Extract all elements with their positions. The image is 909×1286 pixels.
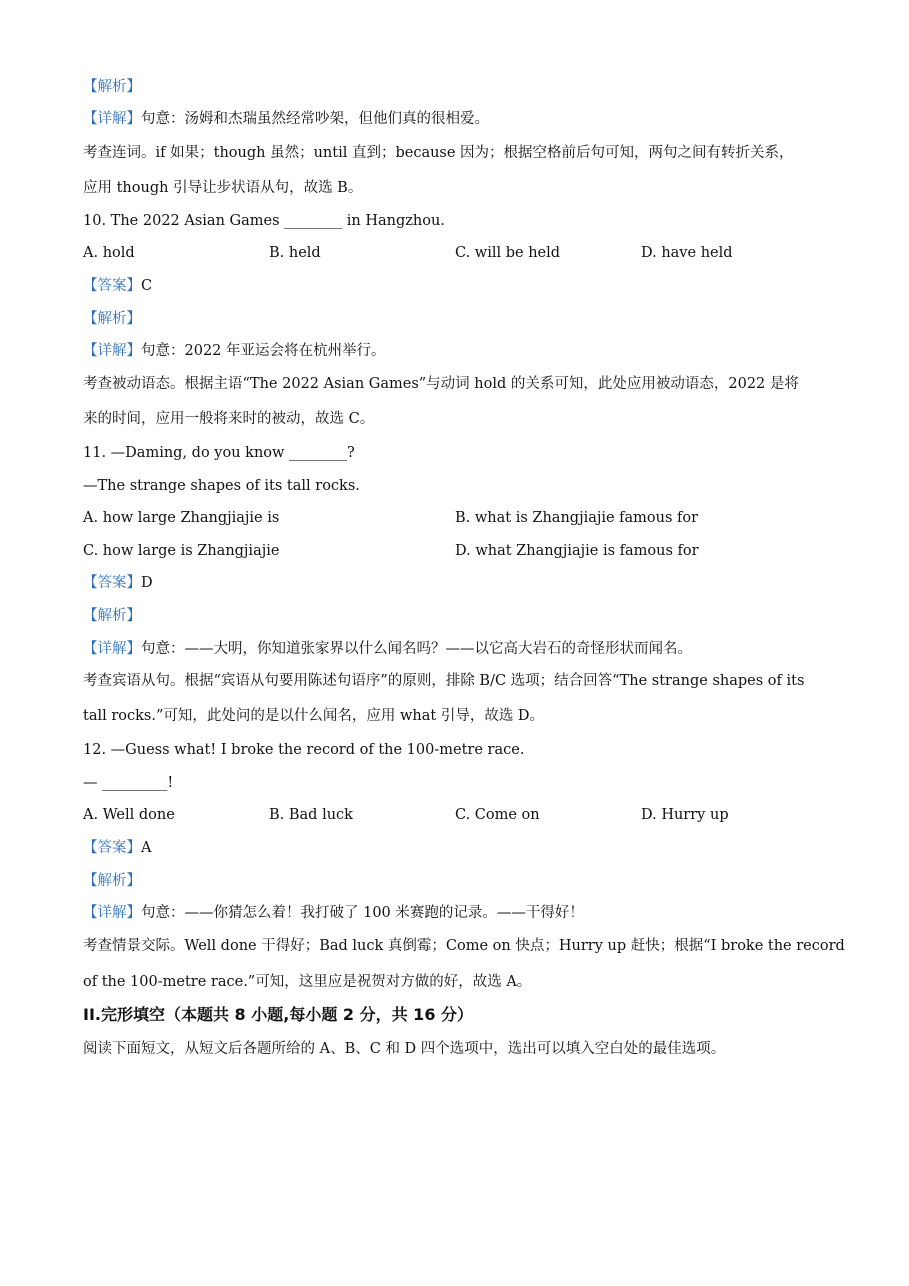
q12-option-c: C. Come on bbox=[455, 807, 540, 823]
q10-answer bbox=[83, 276, 152, 296]
q12-question: 12. —Guess what! I broke the record of the 100-metre race. bbox=[83, 742, 525, 758]
q12-answer-value: A bbox=[141, 840, 152, 856]
q9-analysis-tag: 【解析】 bbox=[83, 79, 141, 95]
q10-detail-tag: 【详解】 bbox=[83, 343, 141, 359]
q10-analysis-tag: 【解析】 bbox=[83, 311, 141, 327]
q11-answer bbox=[83, 573, 153, 593]
q10-question: 10. The 2022 Asian Games ________ in Hangzhou. bbox=[83, 213, 445, 229]
q12-analysis-tag: 【解析】 bbox=[83, 873, 141, 889]
q10-answer-tag: 【答案】 bbox=[83, 278, 141, 294]
q10-option-c: C. will be held bbox=[455, 245, 561, 261]
q10-answer-value: C bbox=[141, 278, 153, 294]
q12-answer-tag: 【答案】 bbox=[83, 840, 141, 856]
q10-explanation-line1: 考查被动语态。根据主语“The 2022 Asian Games”与动词 hold 的关系可知，此处应用被动语态，2022 是将 bbox=[83, 376, 799, 392]
q12-detail-tag: 【详解】 bbox=[83, 905, 141, 921]
q11-analysis-tag: 【解析】 bbox=[83, 608, 141, 624]
q12-reply: — _________! bbox=[83, 775, 174, 791]
q11-explanation-line2: tall rocks.”可知，此处问的是以什么闻名，应用 what 引导，故选 D。 bbox=[83, 708, 545, 724]
q10-option-b: B. held bbox=[269, 245, 321, 261]
q11-option-c: C. how large is Zhangjiajie bbox=[83, 543, 280, 559]
q11-answer-tag: 【答案】 bbox=[83, 575, 141, 591]
q11-detail-tag: 【详解】 bbox=[83, 641, 141, 657]
q11-option-a: A. how large Zhangjiajie is bbox=[83, 510, 280, 526]
q11-reply: —The strange shapes of its tall rocks. bbox=[83, 478, 360, 494]
q12-detail-text: 句意：——你猜怎么着！我打破了 100 米赛跑的记录。——干得好！ bbox=[141, 905, 584, 921]
q12-answer bbox=[83, 838, 151, 858]
q11-detail bbox=[83, 639, 692, 659]
q10-option-a: A. hold bbox=[83, 245, 135, 261]
section-instruction: 阅读下面短文，从短文后各题所给的 A、B、C 和 D 四个选项中，选出可以填入空白处的最佳选项。 bbox=[83, 1041, 726, 1057]
q11-option-b: B. what is Zhangjiajie famous for bbox=[455, 510, 699, 526]
q9-explanation-line1: 考查连词。if 如果；though 虽然；until 直到；because 因为；根据空格前后句可知，两句之间有转折关系， bbox=[83, 145, 794, 161]
q9-explanation-line2: 应用 though 引导让步状语从句，故选 B。 bbox=[83, 180, 363, 196]
q11-answer-value: D bbox=[141, 575, 153, 591]
q11-explanation-line1: 考查宾语从句。根据“宾语从句要用陈述句语序”的原则，排除 B/C 选项；结合回答“The strange shapes of its bbox=[83, 673, 805, 689]
q12-option-d: D. Hurry up bbox=[641, 807, 729, 823]
q11-option-d: D. what Zhangjiajie is famous for bbox=[455, 543, 699, 559]
q12-detail bbox=[83, 903, 584, 923]
q10-explanation-line2: 来的时间，应用一般将来时的被动，故选 C。 bbox=[83, 411, 375, 427]
q9-detail bbox=[83, 109, 489, 129]
q11-question: 11. —Daming, do you know ________? bbox=[83, 445, 355, 461]
q12-option-b: B. Bad luck bbox=[269, 807, 353, 823]
section-title: II.完形填空（本题共 8 小题,每小题 2 分，共 16 分） bbox=[83, 1005, 474, 1024]
q12-explanation-line1: 考查情景交际。Well done 干得好；Bad luck 真倒霉；Come on 快点；Hurry up 赶快；根据“I broke the record bbox=[83, 938, 845, 954]
q10-option-d: D. have held bbox=[641, 245, 733, 261]
q11-detail-text: 句意：——大明，你知道张家界以什么闻名吗？——以它高大岩石的奇怪形状而闻名。 bbox=[141, 641, 692, 657]
q9-detail-text: 句意：汤姆和杰瑞虽然经常吵架，但他们真的很相爱。 bbox=[141, 111, 489, 127]
q10-detail-text: 句意：2022 年亚运会将在杭州举行。 bbox=[141, 343, 386, 359]
q12-explanation-line2: of the 100-metre race.”可知，这里应是祝贺对方做的好，故选 A。 bbox=[83, 974, 532, 990]
q9-detail-tag: 【详解】 bbox=[83, 111, 141, 127]
q12-option-a: A. Well done bbox=[83, 807, 175, 823]
q10-detail bbox=[83, 341, 386, 361]
